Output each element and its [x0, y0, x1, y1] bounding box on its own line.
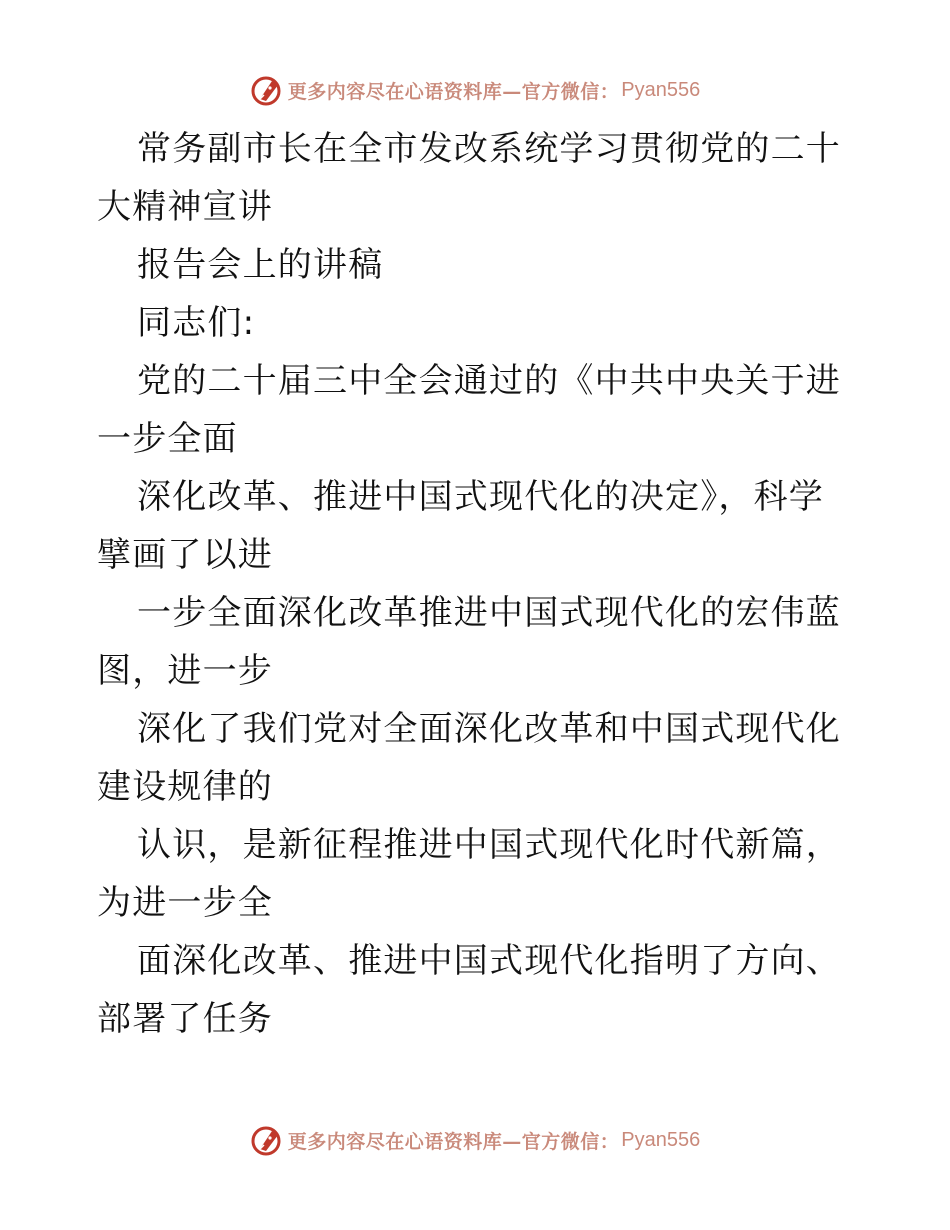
salutation: 同志们:: [137, 303, 256, 343]
paragraph: 面深化改革、推进中国式现代化指明了方向、部署了任务: [97, 941, 841, 1039]
paragraph: 深化了我们党对全面深化改革和中国式现代化建设规律的: [97, 709, 841, 807]
document-body: [97, 120, 857, 1048]
paragraph: 一步全面深化改革推进中国式现代化的宏伟蓝图，进一步: [97, 593, 841, 691]
footer-wechat-id: Pyan556: [621, 1128, 701, 1151]
header-banner-text: 更多内容尽在心语资料库—官方微信：: [287, 80, 620, 103]
document-title-line2: 报告会上的讲稿: [137, 245, 384, 285]
fountain-pen-logo-icon: [250, 73, 284, 107]
paragraph: 认识，是新征程推进中国式现代化时代新篇，为进一步全: [97, 825, 841, 923]
fountain-pen-logo-icon: [250, 1123, 284, 1157]
footer-banner-text: 更多内容尽在心语资料库—官方微信：: [287, 1130, 620, 1153]
document-title-line1: 常务副市长在全市发改系统学习贯彻党的二十大精神宣讲: [97, 129, 841, 227]
header-banner[interactable]: [0, 70, 950, 110]
footer-banner[interactable]: [0, 1120, 950, 1160]
paragraph: 深化改革、推进中国式现代化的决定》，科学擘画了以进: [97, 477, 824, 575]
paragraph: 党的二十届三中全会通过的《中共中央关于进一步全面: [97, 361, 841, 459]
header-wechat-id: Pyan556: [621, 78, 701, 101]
